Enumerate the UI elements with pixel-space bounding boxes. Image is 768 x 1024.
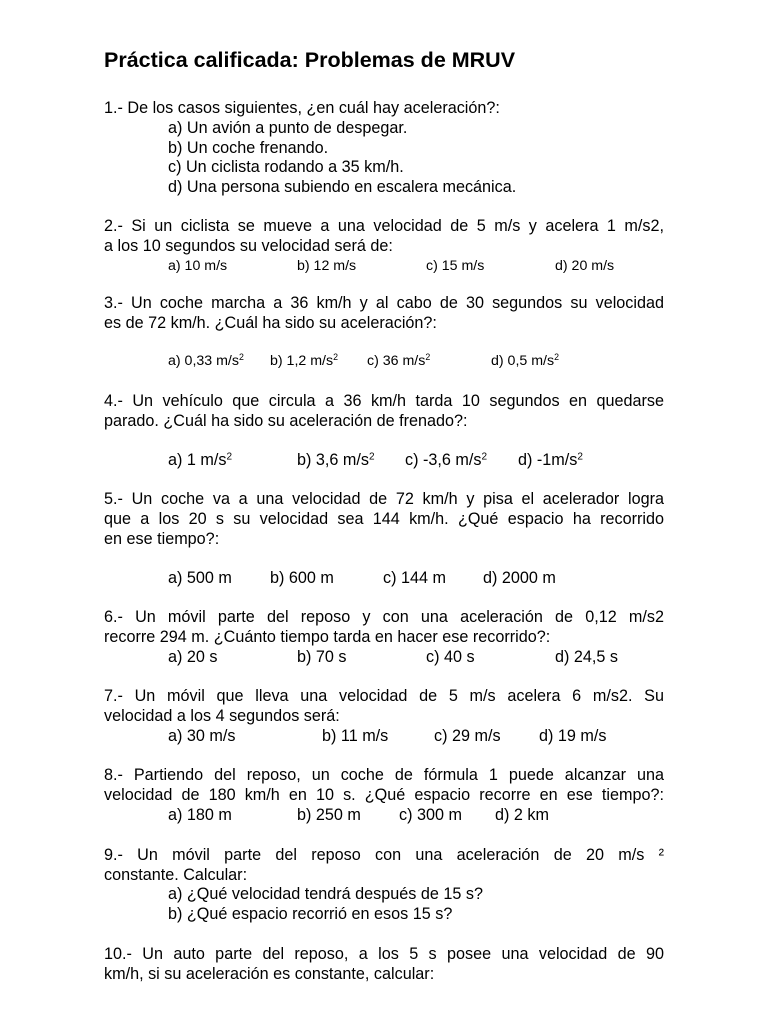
question-3-stem-line-2: es de 72 km/h. ¿Cuál ha sido su aceleración?:	[104, 314, 437, 332]
question-5-option-d: d) 2000 m	[483, 569, 556, 587]
question-6-stem-line-2: recorre 294 m. ¿Cuánto tiempo tarda en hacer ese recorrido?:	[104, 628, 551, 646]
question-8-stem-line-1: 8.- Partiendo del reposo, un coche de fórmula 1 puede alcanzar una	[104, 766, 664, 784]
question-5-option-a: a) 500 m	[168, 569, 232, 587]
question-6-option-b: b) 70 s	[297, 648, 347, 666]
question-5-stem-line-2: que a los 20 s su velocidad sea 144 km/h. ¿Qué espacio ha recorrido	[104, 510, 664, 528]
question-6-option-a: a) 20 s	[168, 648, 218, 666]
question-1-option-d: d) Una persona subiendo en escalera mecánica.	[168, 178, 517, 196]
question-3-option-a: a) 0,33 $m/s^2$	[168, 352, 244, 369]
question-1-stem: 1.- De los casos siguientes, ¿en cuál hay aceleración?:	[104, 99, 500, 117]
question-9-part-b: b) ¿Qué espacio recorrió en esos 15 s?	[168, 905, 453, 923]
question-1-option-c: c) Un ciclista rodando a 35 km/h.	[168, 158, 404, 176]
question-8-option-b: b) 250 m	[297, 806, 361, 824]
question-2-option-a: a) 10 m/s	[168, 258, 228, 274]
question-10-stem-line-1: 10.- Un auto parte del reposo, a los 5 s posee una velocidad de 90	[104, 945, 664, 963]
question-7-option-b: b) 11 m/s	[322, 727, 389, 745]
question-4-option-a: a) 1 $m/s^2$	[168, 451, 233, 469]
question-4-option-c: c) -3,6 $m/s^2$	[405, 451, 488, 469]
question-10-stem-line-2: km/h, si su aceleración es constante, calcular:	[104, 965, 435, 983]
question-1-option-b: b) Un coche frenando.	[168, 139, 329, 157]
question-7-option-c: c) 29 m/s	[434, 727, 501, 745]
question-2-stem-line-2: a los 10 segundos su velocidad será de:	[104, 237, 393, 255]
question-4-stem-line-1: 4.- Un vehículo que circula a 36 km/h tarda 10 segundos en quedarse	[104, 392, 664, 410]
question-3-stem-line-1: 3.- Un coche marcha a 36 km/h y al cabo de 30 segundos su velocidad	[104, 294, 664, 312]
question-9-part-a: a) ¿Qué velocidad tendrá después de 15 s?	[168, 885, 483, 903]
question-8-option-c: c) 300 m	[399, 806, 462, 824]
question-9-stem-line-2: constante. Calcular:	[104, 866, 248, 884]
question-4-stem-line-2: parado. ¿Cuál ha sido su aceleración de frenado?:	[104, 412, 468, 430]
question-8-option-d: d) 2 km	[495, 806, 549, 824]
question-3-option-d: d) 0,5 $m/s^2$	[491, 352, 559, 369]
question-6-option-d: d) 24,5 s	[555, 648, 618, 666]
question-2-option-d: d) 20 m/s	[555, 258, 615, 274]
question-5-option-b: b) 600 m	[270, 569, 334, 587]
question-1-option-a: a) Un avión a punto de despegar.	[168, 119, 408, 137]
question-4-option-b: b) 3,6 $m/s^2$	[297, 451, 375, 469]
question-7-stem-line-1: 7.- Un móvil que lleva una velocidad de 5 m/s acelera 6 m/s2. Su	[104, 687, 664, 705]
question-8-stem-line-2: velocidad de 180 km/h en 10 s. ¿Qué espacio recorre en ese tiempo?:	[104, 786, 664, 804]
question-7-option-d: d) 19 m/s	[539, 727, 607, 745]
question-5-stem-line-3: en ese tiempo?:	[104, 530, 220, 548]
question-2-stem-line-1: 2.- Si un ciclista se mueve a una velocidad de 5 m/s y acelera 1 m/s2,	[104, 217, 664, 235]
question-2-option-b: b) 12 m/s	[297, 258, 357, 274]
question-3-option-c: c) 36 $m/s^2$	[367, 352, 431, 369]
question-5-stem-line-1: 5.- Un coche va a una velocidad de 72 km/h y pisa el acelerador logra	[104, 490, 664, 508]
question-9-stem-line-1: 9.- Un móvil parte del reposo con una aceleración de 20 m/s ²	[104, 846, 664, 864]
question-6-stem-line-1: 6.- Un móvil parte del reposo y con una aceleración de 0,12 m/s2	[104, 608, 664, 626]
question-6-option-c: c) 40 s	[426, 648, 475, 666]
question-5-option-c: c) 144 m	[383, 569, 446, 587]
question-7-stem-line-2: velocidad a los 4 segundos será:	[104, 707, 340, 725]
question-8-option-a: a) 180 m	[168, 806, 232, 824]
question-7-option-a: a) 30 m/s	[168, 727, 236, 745]
question-4-option-d: d) $-1m/s^2$	[518, 451, 583, 469]
question-2-option-c: c) 15 m/s	[426, 258, 485, 274]
document-title: Práctica calificada: Problemas de MRUV	[104, 48, 516, 72]
question-3-option-b: b) 1,2 $m/s^2$	[270, 352, 338, 369]
